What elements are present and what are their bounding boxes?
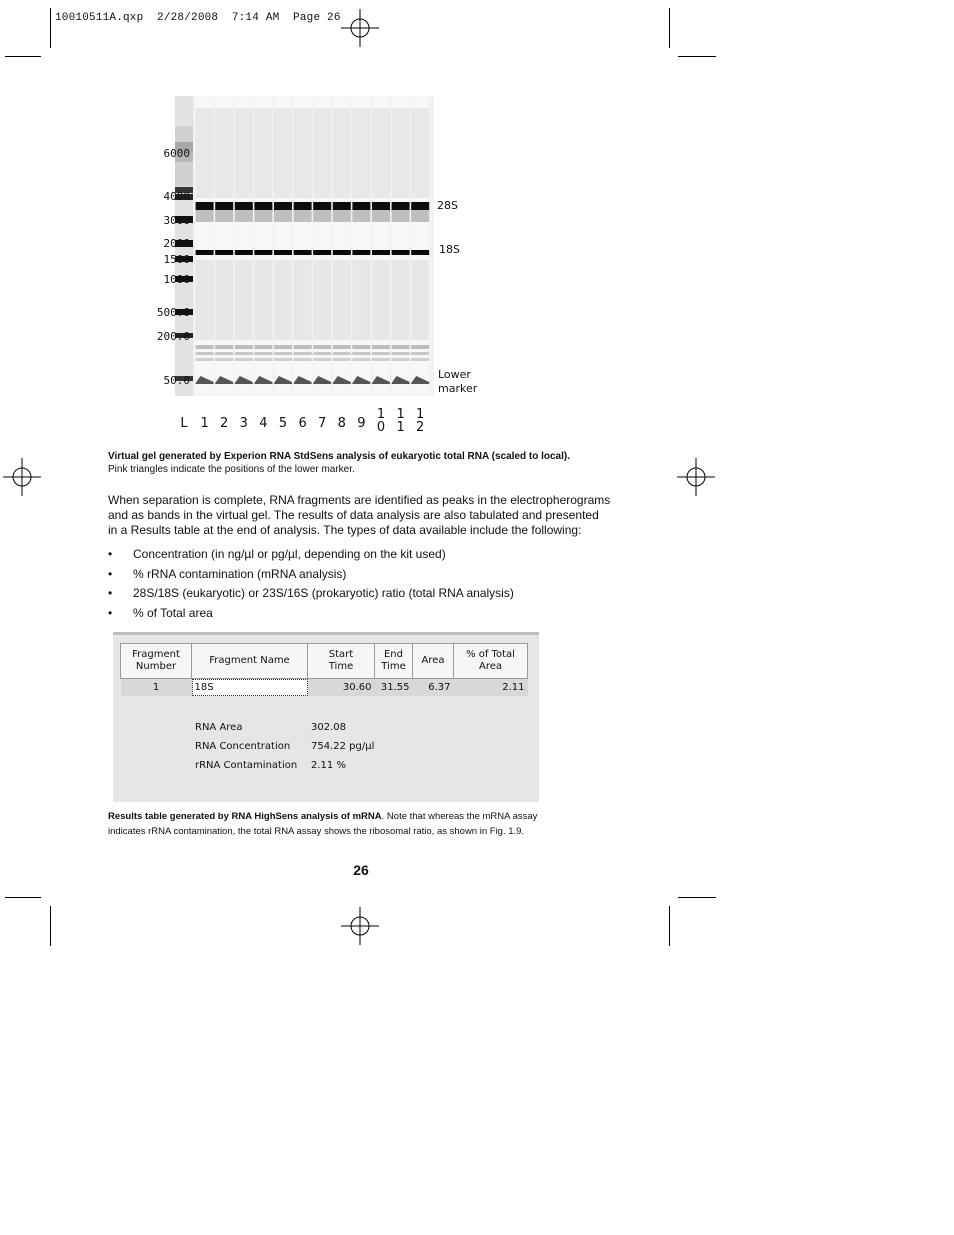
low-mw-band <box>254 345 272 349</box>
band-18s <box>411 250 429 255</box>
band-18s <box>294 250 312 255</box>
mw-label-2000: 2000 <box>163 237 190 250</box>
band-28s <box>254 202 272 210</box>
lane-label: 1 0 <box>376 407 386 435</box>
lane-label: 4 <box>259 416 268 431</box>
lane-smear-lower <box>215 260 233 340</box>
mw-label-3000: 3000 <box>163 214 190 227</box>
lane-smear <box>294 108 312 198</box>
lane-smear <box>235 108 253 198</box>
low-mw-band <box>313 345 331 349</box>
bullet-icon: • <box>108 586 113 600</box>
low-mw-band <box>392 345 410 349</box>
band-28s <box>372 202 390 210</box>
band-18s <box>352 250 370 255</box>
band-label-18s: 18S <box>439 243 460 256</box>
low-mw-band <box>313 352 331 355</box>
results-caption-normal: . Note that whereas the mRNA assay <box>381 811 538 822</box>
body-line: and as bands in the virtual gel. The results of data analysis are also tabulated and presented <box>108 508 599 522</box>
low-mw-band <box>392 358 410 361</box>
results-caption-bold: Results table generated by RNA HighSens analysis of mRNA <box>108 811 382 822</box>
band-28s-shoulder <box>196 210 214 222</box>
mw-label-4000: 4000 <box>163 190 190 203</box>
low-mw-band <box>196 358 214 361</box>
lane-smear <box>333 108 351 198</box>
lane-label: 5 <box>278 416 288 431</box>
registration-mark-icon <box>3 458 41 496</box>
low-mw-band <box>196 345 214 349</box>
low-mw-band <box>411 345 429 349</box>
low-mw-band <box>333 358 351 361</box>
col-header-fragment-name[interactable]: Fragment Name <box>192 644 308 679</box>
results-header-row <box>121 644 528 679</box>
gel-caption <box>108 450 570 476</box>
cell-fragment-name[interactable]: 18S <box>192 679 308 697</box>
registration-mark-icon <box>677 458 715 496</box>
low-mw-band <box>274 352 292 355</box>
lane-smear <box>411 108 429 198</box>
band-28s-shoulder <box>254 210 272 222</box>
low-mw-band <box>294 352 312 355</box>
band-28s <box>196 202 214 210</box>
lane-smear <box>392 108 410 198</box>
band-28s-shoulder <box>215 210 233 222</box>
crop-mark <box>678 897 716 898</box>
band-18s <box>196 250 214 255</box>
col-header-start-time[interactable]: Start Time <box>308 644 375 679</box>
band-28s-shoulder <box>411 210 429 222</box>
mw-label-50: 50.0 <box>163 374 190 387</box>
band-28s-shoulder <box>274 210 292 222</box>
lane-smear-lower <box>411 260 429 340</box>
lane-smear <box>313 108 331 198</box>
low-mw-band <box>411 352 429 355</box>
band-18s <box>215 250 233 255</box>
low-mw-band <box>274 358 292 361</box>
col-header-fragment-number[interactable]: Fragment Number <box>121 644 192 679</box>
low-mw-band <box>411 358 429 361</box>
cell-area[interactable]: 6.37 <box>428 682 451 693</box>
low-mw-band <box>372 345 390 349</box>
low-mw-band <box>372 352 390 355</box>
low-mw-band <box>352 358 370 361</box>
low-mw-band <box>333 352 351 355</box>
virtual-gel-figure <box>120 90 500 440</box>
lane-smear-lower <box>274 260 292 340</box>
band-18s <box>235 250 253 255</box>
lane-smear-lower <box>352 260 370 340</box>
low-mw-band <box>254 358 272 361</box>
lane-smear-lower <box>196 260 214 340</box>
crop-mark <box>669 8 670 48</box>
low-mw-band <box>372 358 390 361</box>
lane-label: 1 2 <box>416 407 425 435</box>
low-mw-band <box>352 352 370 355</box>
crop-mark <box>50 8 51 48</box>
lane-smear <box>372 108 390 198</box>
cell-end-time[interactable]: 31.55 <box>380 682 410 693</box>
low-mw-band <box>392 352 410 355</box>
crop-mark <box>5 56 41 57</box>
low-mw-band <box>294 358 312 361</box>
low-mw-band <box>235 345 253 349</box>
mw-label-1000: 1000 <box>163 273 190 286</box>
lane-label: 7 <box>318 416 327 431</box>
band-28s-shoulder <box>333 210 351 222</box>
results-table <box>120 643 528 696</box>
lane-smear-lower <box>313 260 331 340</box>
lane-smear <box>215 108 233 198</box>
body-paragraph <box>108 493 628 538</box>
band-28s <box>411 202 429 210</box>
low-mw-band <box>215 358 233 361</box>
lane-smear-lower <box>333 260 351 340</box>
band-28s-shoulder <box>313 210 331 222</box>
low-mw-band <box>274 345 292 349</box>
band-28s <box>235 202 253 210</box>
col-header-end-time[interactable]: End Time <box>375 644 413 679</box>
cell-pct-total-area[interactable]: 2.11 <box>502 682 525 693</box>
band-28s-shoulder <box>294 210 312 222</box>
body-line: When separation is complete, RNA fragments are identified as peaks in the electropherograms <box>108 493 611 507</box>
band-28s <box>294 202 312 210</box>
crop-mark <box>5 897 41 898</box>
band-28s <box>313 202 331 210</box>
crop-mark <box>678 56 716 57</box>
slug-line: 10010511A.qxp 2/28/2008 7:14 AM Page 26 <box>55 12 341 24</box>
band-18s <box>254 250 272 255</box>
col-header-area[interactable]: Area <box>413 644 454 679</box>
band-28s-shoulder <box>372 210 390 222</box>
band-label-lower-line1: Lower <box>438 368 471 381</box>
lane-label: 8 <box>337 416 346 431</box>
results-caption-line2: indicates rRNA contamination, the total RNA assay shows the ribosomal ratio, as shown in Fig. 1.9. <box>108 826 525 837</box>
low-mw-band <box>235 358 253 361</box>
lane-smear-lower <box>392 260 410 340</box>
bullet-icon: • <box>108 605 113 620</box>
lane-smear <box>196 108 214 198</box>
mw-label-500: 500.0 <box>156 306 190 319</box>
lane-smear-lower <box>254 260 272 340</box>
mw-label-200: 200.0 <box>156 330 190 343</box>
low-mw-band <box>235 352 253 355</box>
mw-label-1500: 1500 <box>163 253 190 266</box>
crop-mark <box>50 906 51 946</box>
band-label-lower-marker <box>438 368 477 396</box>
band-28s-shoulder <box>352 210 370 222</box>
lane-smear-lower <box>294 260 312 340</box>
cell-start-time[interactable]: 30.60 <box>342 682 372 693</box>
band-28s <box>274 202 292 210</box>
lane-label: 2 <box>220 416 229 431</box>
band-18s <box>333 250 351 255</box>
bullet-icon: • <box>108 547 113 561</box>
band-label-28s: 28S <box>437 199 458 212</box>
band-28s <box>215 202 233 210</box>
band-18s <box>392 250 410 255</box>
lane-smear-lower <box>235 260 253 340</box>
results-panel: Fragment Number Fragment Name Start Time End Time Area % of Total Area 1 18S 30.60 31.55 6.37 2.11 RNA Area 302.08 RNA Concentration 754.22 pg/µl rRNA Contamination 2.11 % <box>113 632 539 802</box>
col-header-pct-total-area[interactable]: % of Total Area <box>454 644 528 679</box>
lane-label: 9 <box>357 416 366 431</box>
lane-label: 6 <box>298 416 307 431</box>
low-mw-band <box>215 352 233 355</box>
registration-mark-icon <box>341 907 379 945</box>
band-28s <box>333 202 351 210</box>
band-18s <box>313 250 331 255</box>
lane-label: 1 1 <box>396 407 405 435</box>
low-mw-band <box>333 345 351 349</box>
mw-label-6000: 6000 <box>163 147 190 160</box>
lane-smear-lower <box>372 260 390 340</box>
crop-mark <box>669 906 670 946</box>
gel-caption-bold: Virtual gel generated by Experion RNA StdSens analysis of eukaryotic total RNA (scaled to local). <box>108 451 570 462</box>
low-mw-band <box>352 345 370 349</box>
lane-smear <box>274 108 292 198</box>
gel-caption-normal: Pink triangles indicate the positions of the lower marker. <box>108 464 355 475</box>
bullet-icon: • <box>108 566 113 581</box>
body-line: in a Results table at the end of analysis. The types of data available include the following: <box>108 523 582 537</box>
registration-mark-icon <box>341 9 379 47</box>
cell-fragment-number[interactable]: 1 <box>152 682 160 693</box>
band-label-lower-line2: marker <box>438 382 478 395</box>
low-mw-band <box>313 358 331 361</box>
band-18s <box>274 250 292 255</box>
lane-label: L <box>180 416 188 431</box>
band-28s <box>352 202 370 210</box>
low-mw-band <box>215 345 233 349</box>
low-mw-band <box>254 352 272 355</box>
band-28s-shoulder <box>235 210 253 222</box>
low-mw-band <box>196 352 214 355</box>
lane-smear <box>352 108 370 198</box>
band-18s <box>372 250 390 255</box>
band-28s-shoulder <box>392 210 410 222</box>
page-number: 26 <box>353 862 369 878</box>
lane-label: 3 <box>239 416 248 431</box>
low-mw-band <box>294 345 312 349</box>
lane-smear <box>254 108 272 198</box>
table-row[interactable] <box>121 679 528 697</box>
band-28s <box>392 202 410 210</box>
lane-label: 1 <box>200 416 209 431</box>
results-caption <box>108 809 537 839</box>
